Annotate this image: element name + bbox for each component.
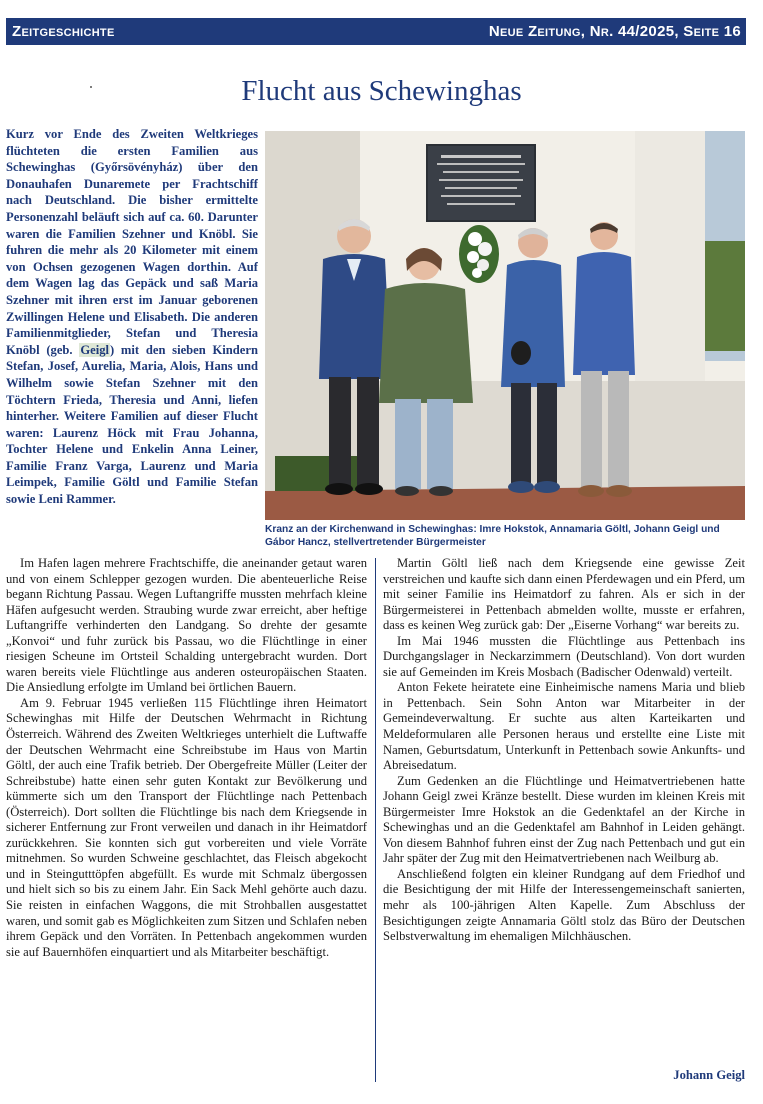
page-header-bar — [6, 18, 746, 45]
lead-text-start: Kurz vor Ende des Zweiten Weltkrieges flüchteten die ersten Familien aus Schewinghas (Győrsövényház) über den Donauhafen Dunaremete per Frachtschiff nach Deutschland. Die bisher ermittelte Personenzahl beläuft sich auf ca. 60. Darunter waren die Familien Szehner und Knöbl. Sie fuhren die mehr als 20 Kilometer mit einem von Ochsen gezogenen Wagen dorthin. Auf dem Wagen lag das Gepäck und saß Maria Szehner mit ihren erst im Januar geborenen Zwillingen Helene und Elisabeth. Die anderen Familienmitglieder, Stefan und Theresia Knöbl (geb. — [6, 127, 258, 357]
paragraph: Am 9. Februar 1945 verließen 115 Flüchtlinge ihren Heimatort Schewinghas mit Hilfe der Deutschen Wehrmacht in Richtung Österreich. Während des Zweiten Weltkrieges unterhielt die Luftwaffe der Deutschen Wehrmacht eine Schreibstube im Haus von Martin Göltl, der auch eine Trafik betrieb. Der Obergefreite Müller (Leiter der Schreibstube) hatte einen sehr guten Kontakt zur Bevölkerung und kümmerte sich um den Transport der Flüchtlinge nach Pettenbach (Österreich). Dort sollten die Flüchtlinge bis nach dem Kriegsende in sicherer Entfernung zur Front verweilen und danach in ihr Heimatdorf zurückkehren. Sie konnten sich gut vorbereiten und viele Vorräte mitnehmen. So wurden Schweine geschlachtet, das Fleisch abgekocht und in Steingutttöpfen abgefüllt. Es wurde mit Schmalz übergossen und hielt sich so bis zu einem Jahr. Ein Sack Mehl gehörte auch dazu. Sie reisten in einfachen Waggons, die mit Strohballen ausgestattet waren, und somit gab es Möglichkeiten zum Sitzen und Schlafen neben ihrem Gepäck und den Vorräten. In Pettenbach angekommen wurden sie auf Bauernhöfen einquartiert und als Mitarbeiter beschäftigt. — [6, 695, 367, 959]
wreath-icon — [459, 225, 499, 283]
paragraph: Martin Göltl ließ nach dem Kriegsende eine gewisse Zeit verstreichen und kaufte sich dann einen Pferdewagen und ein Pferd, um mit seiner Familie ins Heimatdorf zu fahren. Als er sich in der Bürgermeisterei in Pettenbach abmelden wollte, musste er erfahren, dass es keinen Weg zurück gab: Der „Eiserne Vorhang“ war bereits zu. — [383, 556, 745, 633]
paragraph: Anschließend folgten ein kleiner Rundgang auf dem Friedhof und die Besichtigung der mit Hilfe der Interessengemeinschaft sanierten, mehr als 100-jährigen Alten Kapelle. Zum Abschluss der Besichtigungen zeigte Annamaria Göltl stolz das Büro der Deutschen Selbstverwaltung im ehemaligen Milchhäuschen. — [383, 866, 745, 944]
paragraph: Anton Fekete heiratete eine Einheimische namens Maria und blieb in Pettenbach. Sein Sohn Anton war Mitarbeiter in der Gemeindeverwaltung. Er suchte aus alten Karteikarten und Meldeformularen alle Personen heraus und erstellte eine Liste mit Namen, Geburtsdatum, Unterkunft in Pettenbach sowie Ankunfts- und Abreisedatum. — [383, 680, 745, 773]
left-column — [6, 556, 367, 960]
stray-dot — [90, 86, 92, 88]
section-label: Zeitgeschichte — [12, 23, 115, 40]
paragraph: Im Mai 1946 mussten die Flüchtlinge aus Pettenbach ins Durchgangslager in Neckarzimmern (Deutschland). Von dort wurden sie auf Gemeinden im Kreis Mosbach (Badischer Odenwald) verteilt. — [383, 633, 745, 679]
article-photo — [265, 131, 745, 520]
lead-highlight: Geigl — [80, 342, 109, 357]
article-lead — [6, 126, 258, 556]
paragraph: Zum Gedenken an die Flüchtlinge und Heimatvertriebenen hatte Johann Geigl zwei Kränze bestellt. Diese wurden im kleinen Kreis mit Bürgermeister Imre Hokstok an die Gedenktafel an der Kirche in Schewinghas und an die Gedenktafel am Bahnhof in Leiden gehängt. Von diesem Bahnhof fuhren einst der Zug nach Pettenbach und gut ein Jahr später der Zug mit den Heimatvertriebenen nach Weilburg ab. — [383, 773, 745, 866]
right-column — [383, 556, 745, 945]
column-divider — [375, 558, 376, 1082]
memorial-plaque-icon — [427, 145, 535, 221]
publication-info: Neue Zeitung, Nr. 44/2025, Seite 16 — [488, 23, 741, 40]
photo-caption: Kranz an der Kirchenwand in Schewinghas: Imre Hokstok, Annamaria Göltl, Johann Geigl und Gábor Hancz, stellvertretender Bürgermeister — [265, 524, 720, 548]
paragraph: Im Hafen lagen mehrere Frachtschiffe, die aneinander getaut waren und von einem Schlepper gezogen wurden. Die abenteuerliche Reise begann Richtung Passau. Wegen Luftangriffe mussten mehrfach kleine Häfen aufgesucht werden. Straubing wurde zwar erreicht, aber heftige Luftangriffe verhinderten den Landgang. So drehte der gesamte „Konvoi“ und fuhr zurück bis Passau, wo die Flüchtlinge in einer riesigen Scheune im Ortsteil Schalding untergebracht wurden. Dort waren bereits viele Flüchtlinge aus anderen osteuropäischen Staaten. Die Ansiedlung erfolgte im Umland bei örtlichen Bauern. — [6, 556, 367, 695]
article-title: Flucht aus Schewinghas — [241, 75, 522, 107]
article-author: Johann Geigl — [673, 1068, 745, 1082]
lead-text-end: ) mit den sieben Kindern Stefan, Josef, Aurelia, Maria, Alois, Hans und Wilhelm sowie Stefan Szehner mit den Töchtern Frieda, Theresia und Anni, liefen hinterher. Weitere Familien auf dieser Flucht waren: Laurenz Höck mit Frau Johanna, Tochter Helene und Enkelin Anna Leiner, Familie Franz Varga, Laurenz und Maria Leimpek, Familie Göltl und Familie Stefan sowie Leni Rammer. — [6, 342, 258, 507]
